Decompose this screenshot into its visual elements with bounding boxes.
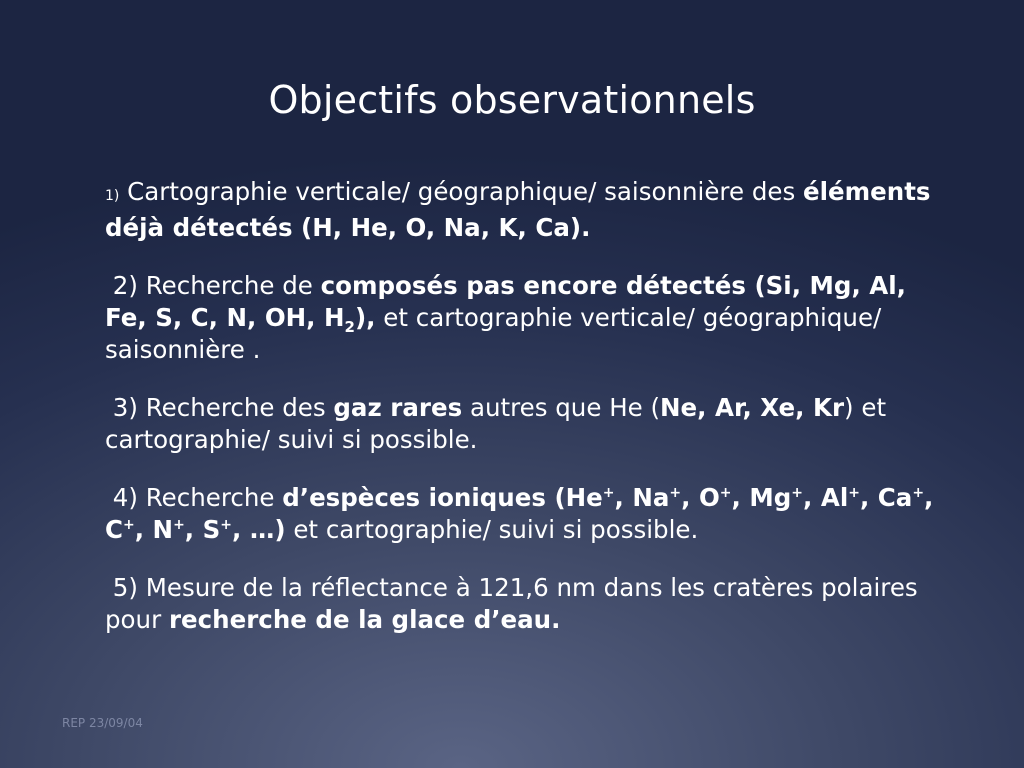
ion-na: , Na bbox=[614, 483, 670, 512]
objective-5 bbox=[105, 572, 935, 636]
ion-charge: + bbox=[122, 516, 135, 533]
objective-3 bbox=[105, 392, 935, 456]
slide-title: Objectifs observationnels bbox=[268, 78, 756, 122]
ion-charge: + bbox=[848, 484, 860, 501]
ion-mg: , Mg bbox=[731, 483, 792, 512]
objective-2-bold-end: ), bbox=[354, 303, 376, 332]
objective-1 bbox=[105, 176, 935, 244]
objective-2-text: Recherche de bbox=[145, 271, 321, 300]
objective-2-bold-text: composés pas encore détectés (Si, Mg, Al, Fe, S, C, N, OH, H bbox=[105, 271, 906, 332]
ion-ca: , Ca bbox=[859, 483, 913, 512]
objective-5-text: Mesure de la réflectance à 121,6 nm dans les cratères polaires pour bbox=[105, 573, 918, 634]
objective-5-number: 5) bbox=[112, 573, 138, 602]
objective-3-text-mid: autres que He ( bbox=[462, 393, 661, 422]
ion-charge: + bbox=[719, 484, 732, 501]
ion-charge: + bbox=[791, 484, 804, 501]
ion-n: , N bbox=[134, 515, 174, 544]
objective-1-bold: éléments déjà détectés (H, He, O, Na, K, Ca). bbox=[105, 177, 931, 242]
objectives-list bbox=[105, 176, 935, 662]
slide-footer-date: REP 23/09/04 bbox=[62, 716, 143, 730]
objective-2-text-end: et cartographie verticale/ géographique/ saisonnière . bbox=[105, 303, 882, 364]
ion-charge: + bbox=[173, 516, 185, 533]
objective-4-number: 4) bbox=[112, 483, 138, 512]
ion-charge: + bbox=[220, 516, 233, 533]
ion-he: d’espèces ioniques (He bbox=[282, 483, 603, 512]
objective-4-text: Recherche bbox=[145, 483, 283, 512]
ion-o: , O bbox=[681, 483, 720, 512]
objective-4-text-end: et cartographie/ suivi si possible. bbox=[285, 515, 699, 544]
objective-3-text-end: ) et cartographie/ suivi si possible. bbox=[105, 393, 887, 454]
objective-3-number: 3) bbox=[112, 393, 138, 422]
ion-c: , C bbox=[105, 483, 934, 544]
objective-1-number: 1) bbox=[105, 188, 120, 204]
ion-s: , S bbox=[184, 515, 221, 544]
ion-al: , Al bbox=[803, 483, 849, 512]
objective-3-bold-gases-list: Ne, Ar, Xe, Kr bbox=[660, 393, 845, 422]
objective-3-text: Recherche des bbox=[145, 393, 334, 422]
ion-charge: + bbox=[602, 484, 615, 501]
objective-1-text: Cartographie verticale/ géographique/ saisonnière des bbox=[127, 177, 803, 206]
ion-list-end: , …) bbox=[232, 515, 286, 544]
objective-4 bbox=[105, 482, 935, 546]
objective-3-bold-rare-gases: gaz rares bbox=[333, 393, 463, 422]
objective-5-bold: recherche de la glace d’eau. bbox=[168, 605, 561, 634]
objective-2 bbox=[105, 270, 935, 366]
subscript-2: 2 bbox=[344, 317, 355, 336]
objective-2-number: 2) bbox=[112, 271, 138, 300]
ion-charge: + bbox=[669, 484, 682, 501]
ion-charge: + bbox=[912, 484, 925, 501]
